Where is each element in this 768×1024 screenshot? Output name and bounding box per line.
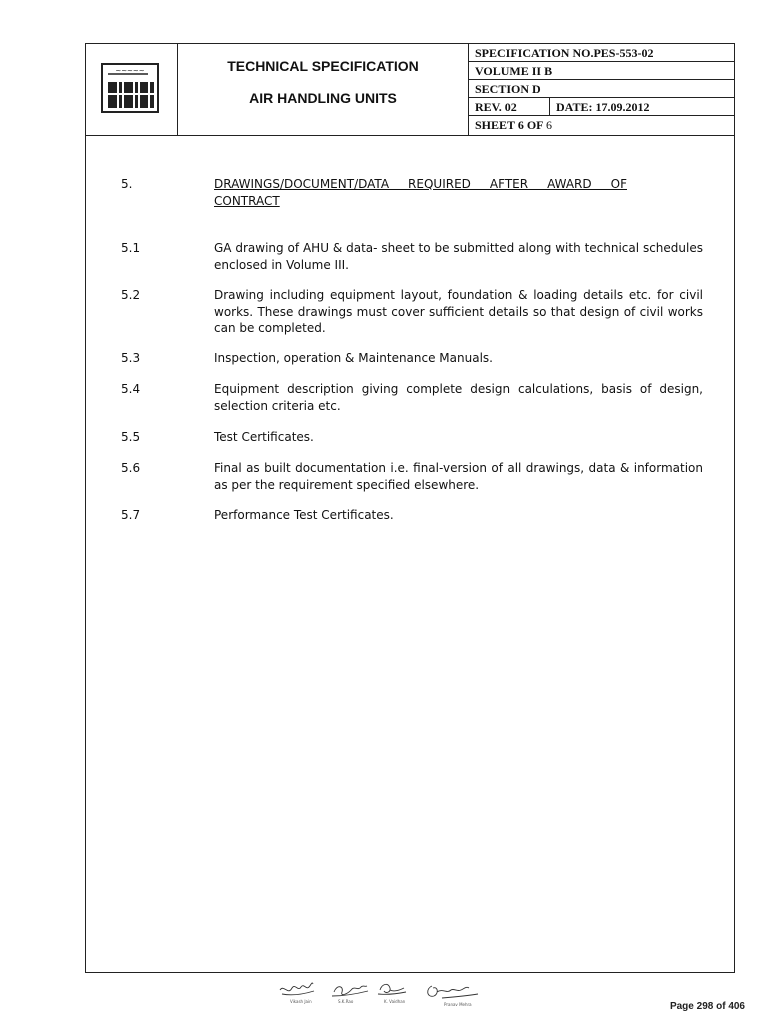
item-text: Inspection, operation & Maintenance Manuals. [214,351,493,365]
item-number: 5.6 [121,461,141,475]
revision: REV. 02 [475,100,517,114]
item-text: GA drawing of AHU & data- sheet to be submitted along with technical schedules enclosed in Volume III. [214,241,703,272]
spec-number: SPECIFICATION NO.PES-553-02 [469,44,735,62]
item-text: Final as built documentation i.e. final-version of all drawings, data & information as per the requirement specified elsewhere. [214,461,703,492]
item-text: Equipment description giving complete design calculations, basis of design, selection criteria etc. [214,382,703,413]
sheet-number: 6 [517,118,524,132]
cell-divider [549,98,550,115]
sheet-total: 6 [546,118,553,132]
item-number: 5.3 [121,351,141,365]
item-text: Test Certificates. [214,430,314,444]
logo-cell [86,44,178,135]
section-heading [214,176,627,209]
sheet-row [469,116,735,134]
page-number: Page 298 of 406 [669,1001,745,1012]
svg-text:Vikash Jain: Vikash Jain [290,999,312,1004]
item-number: 5.4 [121,382,141,396]
signatures-image [272,976,497,1020]
sheet-label: SHEET [475,118,518,132]
section-number: 5. [121,177,133,191]
rev-date-row [469,98,735,116]
spec-cell [469,44,735,135]
bhel-logo [100,62,160,114]
section-heading-line1: DRAWINGS/DOCUMENT/DATA REQUIRED AFTER AWARD OF [214,177,627,191]
svg-text:Pranav Mehra: Pranav Mehra [444,1002,472,1007]
title-cell [178,44,469,135]
doc-title: TECHNICAL SPECIFICATION [227,58,419,74]
section-heading-line2: CONTRACT [214,193,280,208]
svg-text:~~~~~: ~~~~~ [115,67,145,75]
svg-text:S.K.Rao: S.K.Rao [338,999,354,1004]
section-label: SECTION D [469,80,735,98]
item-number: 5.5 [121,430,141,444]
item-number: 5.7 [121,508,141,522]
doc-subtitle: AIR HANDLING UNITS [249,90,397,106]
date: DATE: 17.09.2012 [556,100,650,114]
item-text: Performance Test Certificates. [214,508,394,522]
sheet-of: OF [523,118,547,132]
volume: VOLUME II B [469,62,735,80]
item-number: 5.2 [121,288,141,302]
document-header [86,44,734,136]
item-text: Drawing including equipment layout, foundation & loading details etc. for civil works. These drawings must cover sufficient details so that design of civil works can be completed. [214,288,703,335]
document-frame [85,43,735,973]
svg-text:K. Vaidhan: K. Vaidhan [384,999,406,1004]
item-number: 5.1 [121,241,141,255]
